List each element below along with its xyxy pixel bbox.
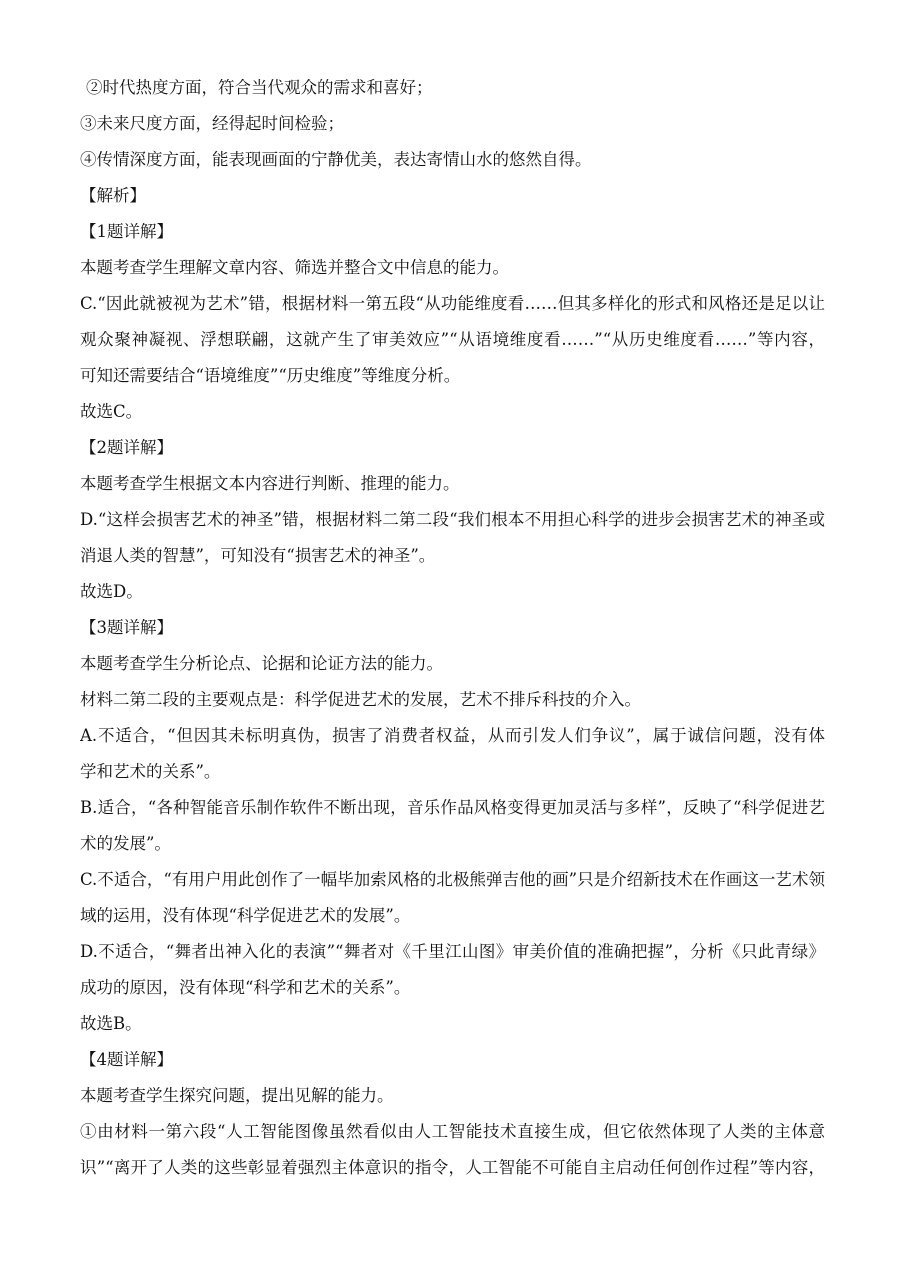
analysis-heading: 【解析】 (80, 186, 146, 205)
answer-point-4: ④传情深度方面，能表现画面的宁静优美，表达寄情山水的悠然自得。 (80, 150, 592, 169)
paragraph-line: D.“这样会损害艺术的神圣”错，根据材料二第二段“我们根本不用担心科学的进步会损害艺术的神圣或 (80, 510, 825, 529)
paragraph-line: 本题考查学生探究问题，提出见解的能力。 (80, 1086, 394, 1105)
paragraph-line: 域的运用，没有体现“科学促进艺术的发展”。 (80, 906, 411, 925)
answer-point-2: ②时代热度方面，符合当代观众的需求和喜好； (86, 78, 433, 97)
paragraph-line: 消退人类的智慧”，可知没有“损害艺术的神圣”。 (80, 546, 436, 565)
paragraph-line: 本题考查学生理解文章内容、筛选并整合文中信息的能力。 (80, 258, 509, 277)
paragraph-line: D.不适合，“舞者出神入化的表演”“舞者对《千里江山图》审美价值的准确把握”，分析《只此青绿》 (80, 942, 825, 961)
paragraph-line: 术的发展”。 (80, 834, 171, 853)
q1-heading: 【1题详解】 (80, 222, 173, 241)
paragraph-line: 观众聚神凝视、浮想联翩，这就产生了审美效应”“从语境维度看……”“从历史维度看……”等内容， (80, 330, 825, 349)
paragraph-line: 本题考查学生分析论点、论据和论证方法的能力。 (80, 654, 443, 673)
q3-heading: 【3题详解】 (80, 618, 173, 637)
answer-point-3: ③未来尺度方面，经得起时间检验； (80, 114, 344, 133)
paragraph-line: ①由材料一第六段“人工智能图像虽然看似由人工智能技术直接生成，但它依然体现了人类的主体意 (80, 1122, 825, 1141)
paragraph-line: C.“因此就被视为艺术”错，根据材料一第五段“从功能维度看……但其多样化的形式和风格还是足以让 (80, 294, 825, 313)
answer-choice: 故选B。 (80, 1014, 142, 1033)
paragraph-line: A.不适合，“但因其未标明真伪，损害了消费者权益，从而引发人们争议”，属于诚信问题，没有体 (80, 726, 825, 745)
paragraph-line: 可知还需要结合“语境维度”“历史维度”等维度分析。 (80, 366, 461, 385)
paragraph-line: 学和艺术的关系”。 (80, 762, 221, 781)
paragraph-line: C.不适合，“有用户用此创作了一幅毕加索风格的北极熊弹吉他的画”只是介绍新技术在作画这一艺术领 (80, 870, 825, 889)
q4-heading: 【4题详解】 (80, 1050, 173, 1069)
paragraph-line: 成功的原因，没有体现“科学和艺术的关系”。 (80, 978, 411, 997)
answer-choice: 故选D。 (80, 582, 143, 601)
paragraph-line: 本题考查学生根据文本内容进行判断、推理的能力。 (80, 474, 460, 493)
paragraph-line: 材料二第二段的主要观点是：科学促进艺术的发展，艺术不排斥科技的介入。 (80, 690, 641, 709)
q2-heading: 【2题详解】 (80, 438, 173, 457)
paragraph-line: B.适合，“各种智能音乐制作软件不断出现，音乐作品风格变得更加灵活与多样”，反映了“科学促进艺 (80, 798, 825, 817)
answer-choice: 故选C。 (80, 402, 143, 421)
paragraph-line: 识”“离开了人类的这些彰显着强烈主体意识的指令，人工智能不可能自主启动任何创作过程”等内容， (80, 1158, 825, 1177)
